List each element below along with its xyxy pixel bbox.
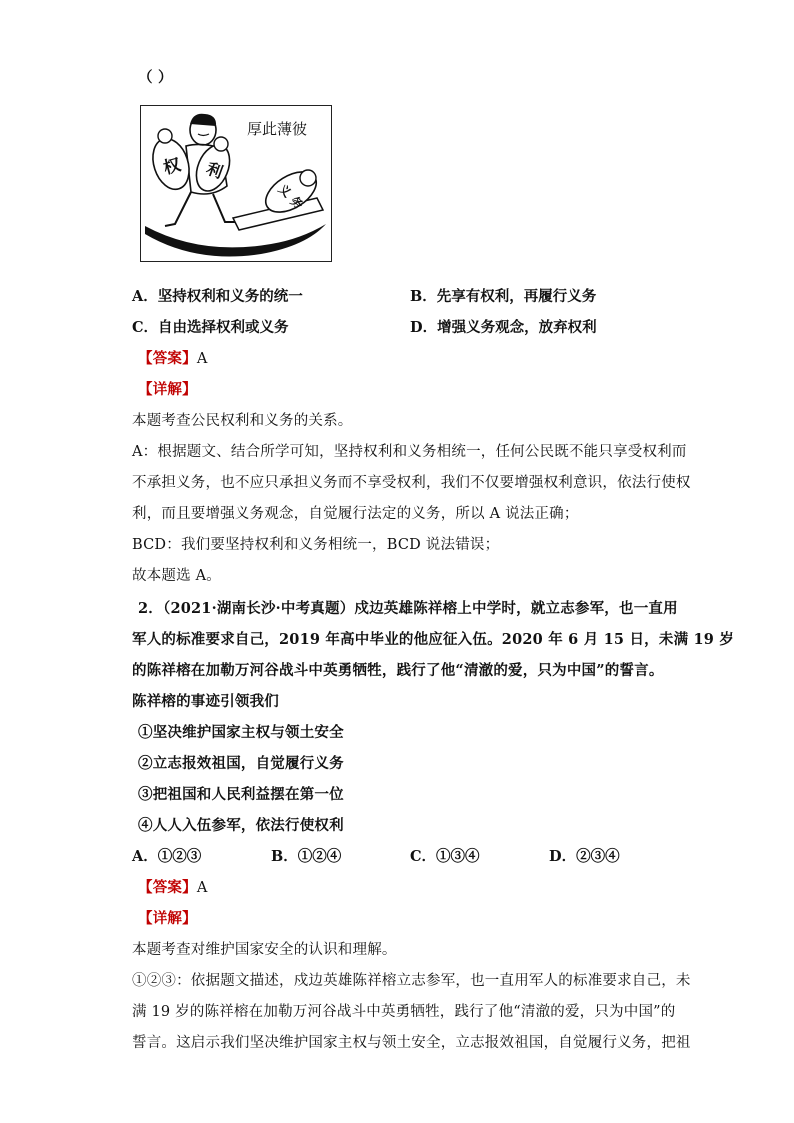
detail-line: 利，而且要增强义务观念，自觉履行法定的义务，所以 A 说法正确；	[132, 506, 579, 522]
detail-line: 故本题选 A。	[132, 568, 221, 584]
answer-line	[138, 876, 207, 897]
option-b: B．先享有权利，再履行义务	[410, 288, 597, 305]
statement-item: ④人人入伍参军，依法行使权利	[138, 817, 344, 834]
detail-line: 本题考查公民权利和义务的关系。	[132, 413, 353, 429]
option-d: D．增强义务观念，放弃权利	[410, 319, 597, 336]
detail-line: 满 19 岁的陈祥榕在加勒万河谷战斗中英勇牺牲，践行了他“清澈的爱，只为中国”的	[132, 1004, 676, 1020]
question-stem: 的陈祥榕在加勒万河谷战斗中英勇牺牲，践行了他“清澈的爱，只为中国”的誓言。	[132, 662, 664, 679]
option-d: D．②③④	[549, 848, 620, 865]
cartoon-image	[140, 105, 332, 262]
option-b: B．①②④	[271, 848, 342, 865]
cartoon-label: 义	[275, 181, 294, 201]
cartoon-title: 厚此薄彼	[247, 120, 308, 138]
statement-item: ②立志报效祖国，自觉履行义务	[138, 755, 344, 772]
statement-item: ①坚决维护国家主权与领土安全	[138, 724, 344, 741]
cartoon-label: 务	[287, 193, 306, 213]
detail-line: BCD：我们要坚持权利和义务相统一，BCD 说法错误；	[132, 537, 500, 553]
option-a: A．①②③	[132, 848, 202, 865]
detail-tag: 【详解】	[138, 910, 197, 927]
detail-line: A：根据题文、结合所学可知，坚持权利和义务相统一，任何公民既不能只享受权利而	[132, 444, 687, 460]
answer-tag: 【答案】	[138, 350, 197, 367]
cartoon-label: 权	[161, 155, 183, 179]
answer-line	[138, 347, 207, 368]
answer-bracket: （ ）	[138, 69, 173, 86]
option-c: C．①③④	[410, 848, 480, 865]
detail-tag: 【详解】	[138, 381, 197, 398]
detail-line: ①②③：依据题文描述，戍边英雄陈祥榕立志参军，也一直用军人的标准要求自己，未	[132, 973, 691, 989]
detail-line: 誓言。这启示我们坚决维护国家主权与领土安全，立志报效祖国，自觉履行义务，把祖	[132, 1035, 691, 1051]
option-a: A．坚持权利和义务的统一	[132, 288, 303, 305]
answer-value: A	[196, 351, 208, 367]
detail-line: 本题考查对维护国家安全的认识和理解。	[132, 942, 397, 958]
option-c: C．自由选择权利或义务	[132, 319, 289, 336]
cartoon-label: 利	[203, 158, 226, 183]
question-stem: 陈祥榕的事迹引领我们	[132, 693, 279, 710]
answer-tag: 【答案】	[138, 879, 197, 896]
answer-value: A	[196, 880, 208, 896]
question-stem: 军人的标准要求自己，2019 年高中毕业的他应征入伍。2020 年 6 月 15 日，未满 19 岁	[132, 631, 735, 648]
statement-item: ③把祖国和人民利益摆在第一位	[138, 786, 344, 803]
detail-line: 不承担义务，也不应只承担义务而不享受权利，我们不仅要增强权利意识，依法行使权	[132, 475, 691, 491]
question-stem: 2．（2021·湖南长沙·中考真题）戍边英雄陈祥榕上中学时，就立志参军，也一直用	[138, 600, 678, 617]
